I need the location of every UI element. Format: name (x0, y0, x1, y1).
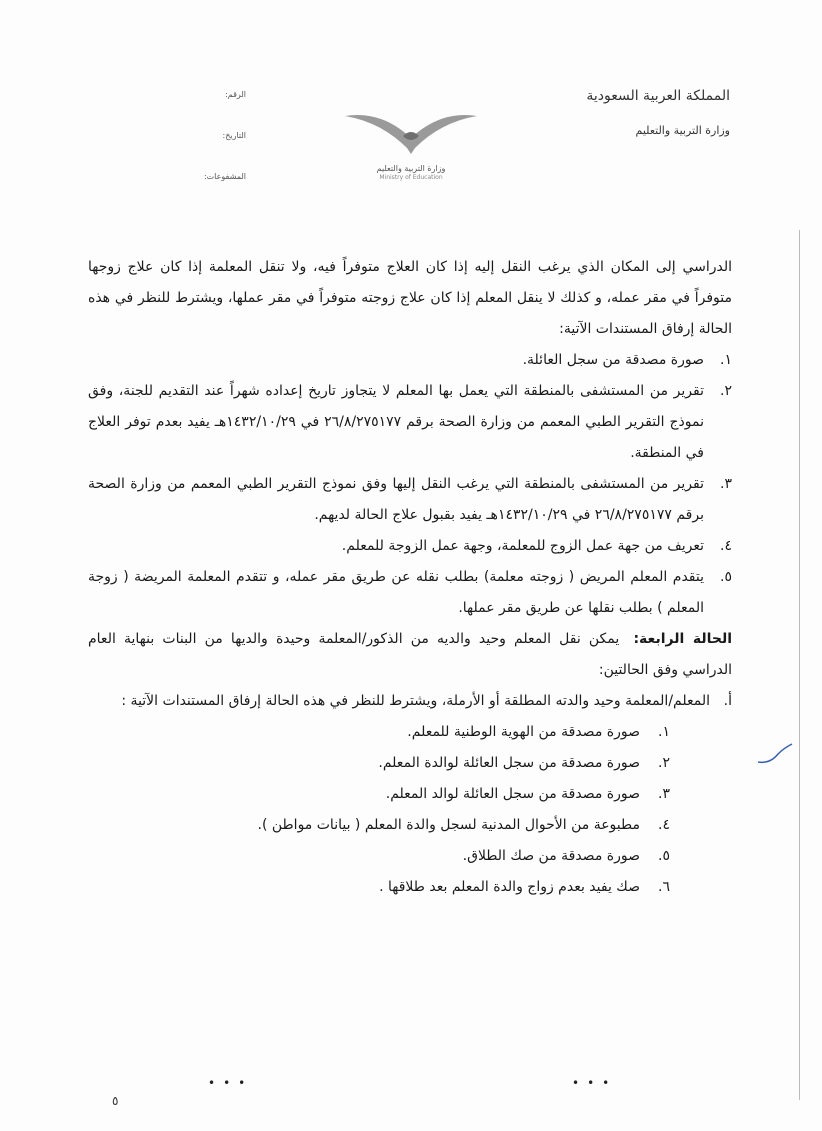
list-number: ٦. (658, 879, 670, 895)
intro-line: الدراسي إلى المكان الذي يرغب النقل إليه إذا كان العلاج متوفراً فيه، ولا تنقل المعلمة إذا (188, 259, 733, 275)
list-number: ١. (658, 724, 670, 740)
list-text: صورة مصدقة من الهوية الوطنية للمعلم. (407, 724, 640, 740)
case-four-text: يمكن نقل المعلم وحيد والديه من الذكور/المعلمة وحيدة والديها من البنات بنهاية العام الدراسي وفق الحالتين: (88, 631, 732, 678)
list-item (88, 469, 732, 531)
list-text: مطبوعة من الأحوال المدنية لسجل والدة المعلم ( بيانات مواطن ). (257, 817, 640, 833)
list-number: ٤. (720, 538, 732, 554)
document-body (88, 252, 732, 903)
list-item (88, 717, 670, 748)
letterhead-left (176, 90, 246, 213)
list-item (88, 345, 732, 376)
documents-list (88, 345, 732, 624)
list-text: صورة مصدقة من صك الطلاق. (462, 848, 640, 864)
logo-arabic-text: وزارة التربية والتعليم (376, 164, 446, 173)
scan-dots-icon: ••• (208, 1076, 254, 1090)
list-item (88, 779, 670, 810)
sub-case-letter: أ. (723, 693, 732, 709)
list-text: صورة مصدقة من سجل العائلة. (522, 352, 704, 368)
list-item (88, 841, 670, 872)
sub-case-text: المعلم/المعلمة وحيد والدته المطلقة أو الأرملة، ويشترط للنظر في هذه الحالة إرفاق المستندات الآتية : (121, 693, 710, 709)
scan-dots-icon: ••• (572, 1076, 618, 1090)
list-item (88, 872, 670, 903)
list-text: تقرير من المستشفى بالمنطقة التي يرغب النقل إليها وفق نموذج التقرير الطبي المعمم من وزارة الصحة برقم ٢٦/٨/٢٧٥١٧٧ في ١٤٣٢/١٠/٢٩هـ يفيد بقبول علاج الحالة لديهم. (88, 476, 704, 523)
list-item (88, 810, 670, 841)
ministry-name: وزارة التربية والتعليم (635, 124, 730, 137)
list-number: ٤. (658, 817, 670, 833)
intro-line: في مقر عملها، ويشترط للنظر في هذه الحالة إرفاق المستندات الآتية: (88, 290, 732, 337)
case-four-heading: الحالة الرابعة: (633, 631, 732, 647)
sub-case-a (88, 686, 732, 717)
pen-mark-icon (756, 740, 796, 768)
list-text: تعريف من جهة عمل الزوج للمعلمة، وجهة عمل الزوجة للمعلم. (341, 538, 704, 554)
list-text: صورة مصدقة من سجل العائلة لوالدة المعلم. (378, 755, 640, 771)
list-text: تقرير من المستشفى بالمنطقة التي يعمل بها المعلم لا يتجاوز تاريخ إعداده شهراً عند التقديم للجنة، وفق نموذج التقرير الطبي المعمم من وزارة الصحة برقم ٢٦/٨/٢٧٥١٧٧ في ١٤٣٢/١٠/٢٩هـ يفيد بعدم توفر العلاج في المنطقة. (88, 383, 704, 461)
page-number: ٥ (112, 1094, 119, 1108)
list-number: ٢. (658, 755, 670, 771)
kingdom-name: المملكة العربية السعودية (586, 88, 730, 104)
list-text: يتقدم المعلم المريض ( زوجته معلمة) بطلب نقله عن طريق مقر عمله، و تتقدم المعلمة المريضة ( زوجة المعلم ) بطلب نقلها عن طريق مقر عملها. (88, 569, 704, 616)
list-item (88, 376, 732, 469)
attachments-label: المشفوعات: (203, 172, 246, 181)
date-label: التاريخ: (222, 131, 246, 140)
list-number: ٣. (658, 786, 670, 802)
list-number: ٢. (720, 383, 732, 399)
list-text: صك يفيد بعدم زواج والدة المعلم بعد طلاقها . (379, 879, 640, 895)
ministry-logo (336, 108, 486, 181)
list-item (88, 531, 732, 562)
intro-line: كان علاج زوجها متوفراً في مقر عمله، و كذلك لا ينقل المعلم إذا كان علاج زوجته متوفراً (88, 259, 732, 306)
list-number: ٥. (720, 569, 732, 585)
list-number: ١. (720, 352, 732, 368)
list-text: صورة مصدقة من سجل العائلة لوالد المعلم. (385, 786, 640, 802)
list-item (88, 748, 670, 779)
reference-label: الرقم: (225, 90, 246, 99)
list-item (88, 562, 732, 624)
case-four-paragraph (88, 624, 732, 686)
logo-english-text: Ministry of Education (379, 174, 443, 181)
sub-case-documents-list (88, 717, 732, 903)
list-number: ٣. (720, 476, 732, 492)
ministry-logo-icon (341, 108, 481, 156)
scan-edge-line (799, 230, 800, 1100)
letterhead-right (586, 88, 730, 137)
list-number: ٥. (658, 848, 670, 864)
intro-paragraph (88, 252, 732, 345)
